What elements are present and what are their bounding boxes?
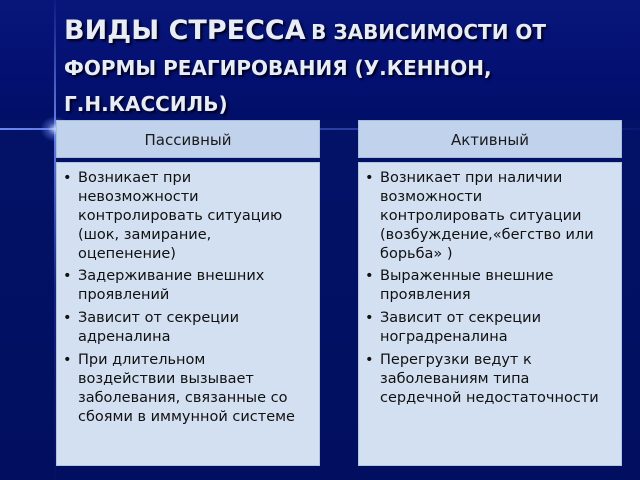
title-line3: Г.Н.КАССИЛЬ) (64, 92, 228, 116)
bullet-icon: • (365, 268, 374, 284)
list-item-text: Возникает при невозможности контролировать ситуацию (шок, замирание, оцепенение) (78, 170, 283, 262)
bullet-icon: • (63, 310, 72, 326)
column-body-active (358, 162, 622, 466)
bullet-icon: • (365, 310, 374, 326)
list-item-text: Зависит от секреции ноградреналина (380, 310, 542, 345)
list-item-text: Перегрузки ведут к заболеваниям типа сердечной недостаточности (380, 352, 599, 406)
bullet-icon: • (365, 170, 374, 186)
column-header-active: Активный (358, 120, 622, 158)
list-item-text: При длительном воздействии вызывает заболевания, связанные со сбоями в иммунной системе (78, 352, 295, 425)
column-active (358, 120, 622, 444)
list-item-text: Выраженные внешние проявления (380, 268, 554, 303)
bullet-icon: • (365, 352, 374, 368)
list-item-text: Возникает при наличии возможности контролировать ситуации (возбуждение,«бегство или борьба» ) (380, 170, 594, 262)
column-header-passive: Пассивный (56, 120, 320, 158)
title-rest-line1: В ЗАВИСИМОСТИ ОТ (311, 20, 547, 44)
bullet-icon: • (63, 352, 72, 368)
bullet-icon: • (63, 268, 72, 284)
column-body-passive (56, 162, 320, 466)
title-main: ВИДЫ СТРЕССА (64, 15, 306, 46)
list-item-text: Зависит от секреции адреналина (78, 310, 240, 345)
bullet-icon: • (63, 170, 72, 186)
title-line2: ФОРМЫ РЕАГИРОВАНИЯ (У.КЕННОН, (64, 56, 492, 80)
slide-title (64, 14, 624, 123)
list-item-text: Задерживание внешних проявлений (78, 268, 265, 303)
column-passive (56, 120, 320, 444)
